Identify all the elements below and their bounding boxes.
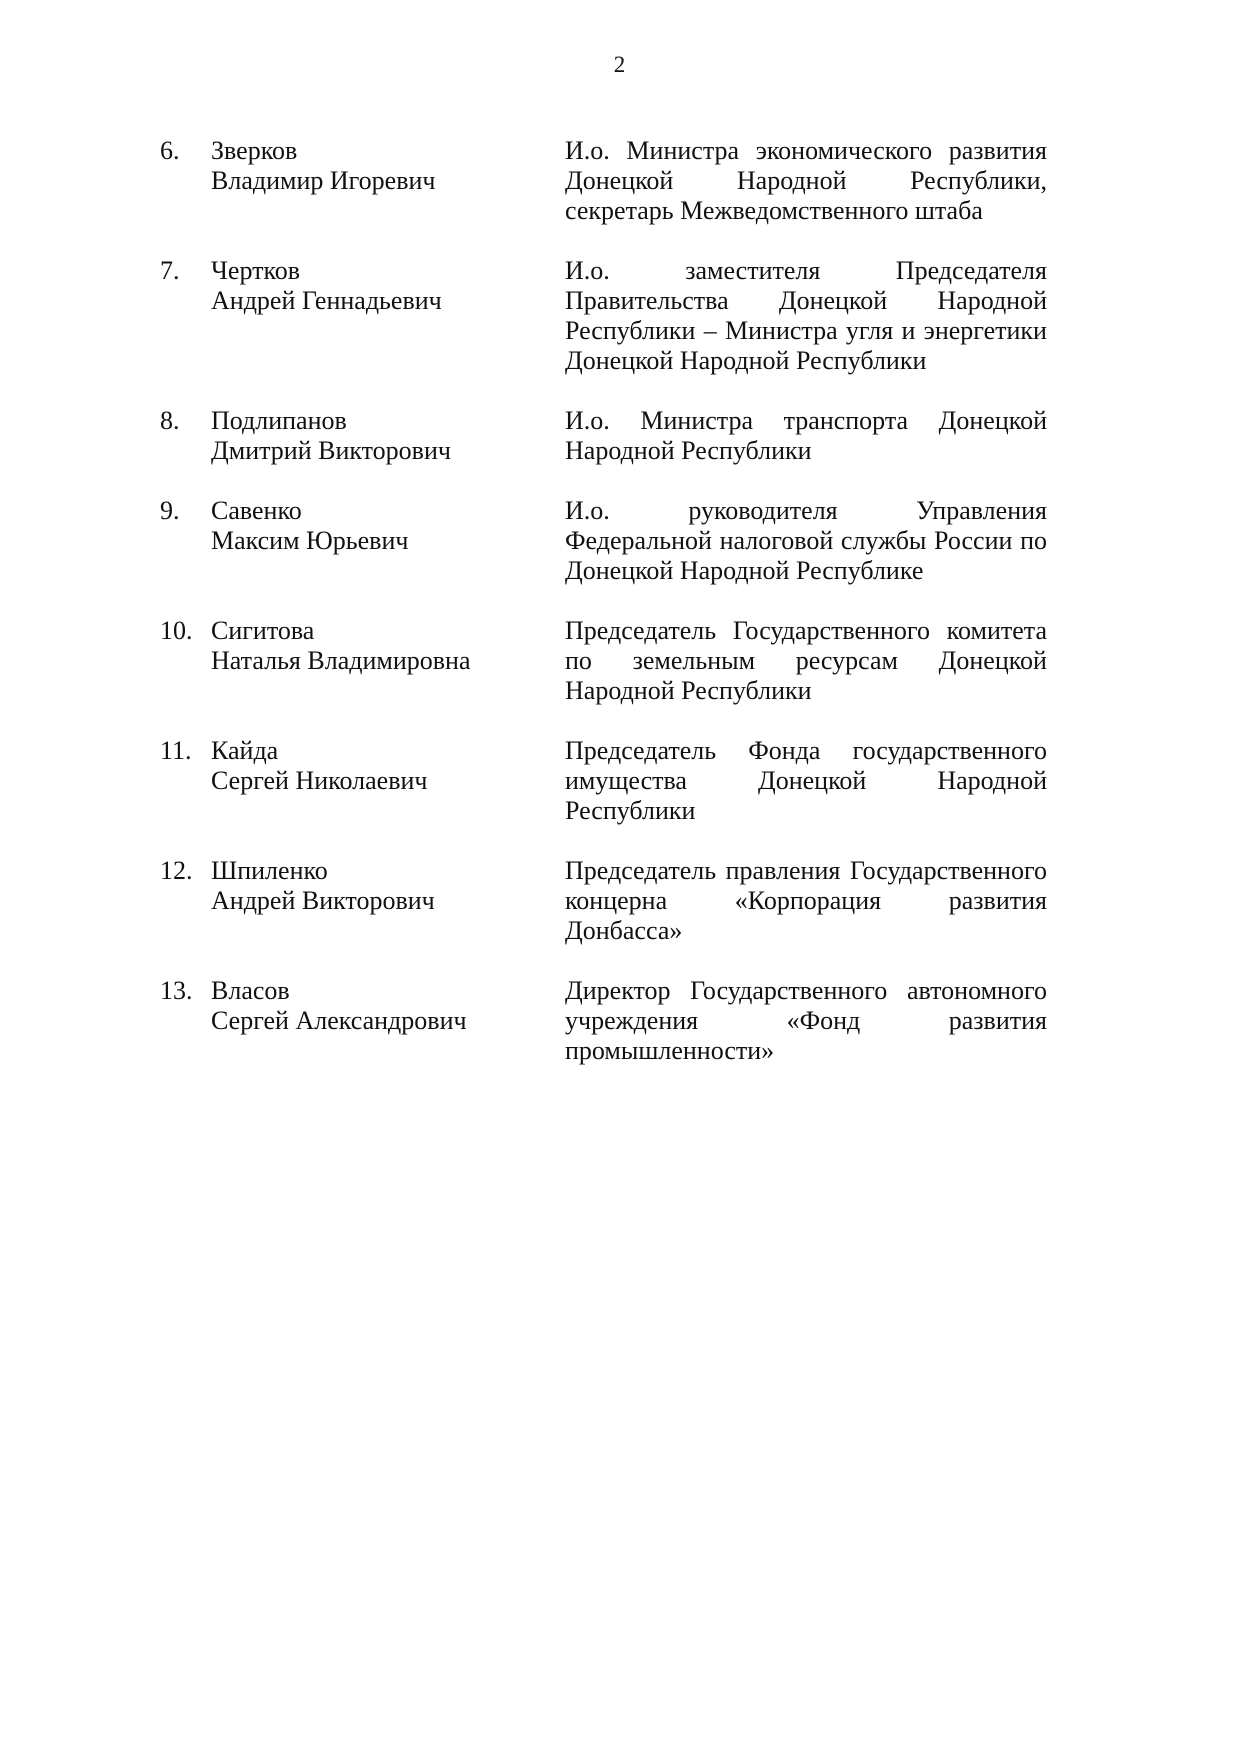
person-name bbox=[211, 406, 531, 466]
entry-number: 8. bbox=[160, 406, 180, 435]
surname: Чертков bbox=[211, 256, 301, 285]
word: Председатель bbox=[565, 736, 717, 765]
word: Федеральной bbox=[565, 526, 712, 555]
word: Правительства bbox=[565, 286, 729, 315]
word: Донецкой bbox=[938, 406, 1047, 435]
entry-number: 10. bbox=[160, 616, 193, 645]
given-names: Дмитрий Викторович bbox=[211, 436, 451, 465]
entry-number: 13. bbox=[160, 976, 193, 1005]
word: Государственного bbox=[849, 856, 1047, 885]
position-line bbox=[565, 286, 1047, 316]
word: по bbox=[565, 646, 592, 675]
position-line bbox=[565, 496, 1047, 526]
position-line bbox=[565, 886, 1047, 916]
person-name bbox=[211, 256, 531, 316]
position-line bbox=[565, 736, 1047, 766]
word: руководителя bbox=[688, 496, 838, 525]
word: Государственного bbox=[690, 976, 888, 1005]
position-line bbox=[565, 256, 1047, 286]
word: транспорта bbox=[783, 406, 909, 435]
list-item bbox=[0, 496, 1239, 586]
word: правления bbox=[725, 856, 841, 885]
surname: Сигитова bbox=[211, 616, 315, 645]
list-item bbox=[0, 976, 1239, 1066]
position-line bbox=[565, 646, 1047, 676]
list-item bbox=[0, 736, 1239, 826]
position-line bbox=[565, 766, 1047, 796]
position-line bbox=[565, 976, 1047, 1006]
position-line bbox=[565, 346, 1047, 376]
position-title bbox=[565, 976, 1047, 1066]
word: Министра bbox=[640, 406, 753, 435]
position-title bbox=[565, 496, 1047, 586]
list-item bbox=[0, 136, 1239, 226]
entry-number: 12. bbox=[160, 856, 193, 885]
surname: Савенко bbox=[211, 496, 302, 525]
word: экономического bbox=[755, 136, 933, 165]
word: государственного bbox=[852, 736, 1047, 765]
given-names: Максим Юрьевич bbox=[211, 526, 409, 555]
position-line bbox=[565, 526, 1047, 556]
word: развития bbox=[948, 1006, 1047, 1035]
word: по bbox=[1020, 526, 1047, 555]
position-line bbox=[565, 406, 1047, 436]
word: службы bbox=[840, 526, 927, 555]
position-line bbox=[565, 616, 1047, 646]
word: ресурсам bbox=[795, 646, 898, 675]
given-names: Сергей Николаевич bbox=[211, 766, 428, 795]
given-names: Андрей Геннадьевич bbox=[211, 286, 442, 315]
list-item bbox=[0, 406, 1239, 466]
word: Народной bbox=[736, 166, 847, 195]
word: И.о. bbox=[565, 496, 610, 525]
word: угля bbox=[845, 316, 894, 345]
given-names: Сергей Александрович bbox=[211, 1006, 467, 1035]
word: комитета bbox=[946, 616, 1047, 645]
page-number: 2 bbox=[613, 52, 626, 77]
person-name bbox=[211, 736, 531, 796]
word: Директор bbox=[565, 976, 671, 1005]
entry-number: 11. bbox=[160, 736, 192, 765]
word: налоговой bbox=[719, 526, 834, 555]
surname: Власов bbox=[211, 976, 290, 1005]
word: концерна bbox=[565, 886, 668, 915]
surname: Подлипанов bbox=[211, 406, 347, 435]
position-line bbox=[565, 196, 1047, 226]
word: И.о. bbox=[565, 136, 610, 165]
position-title bbox=[565, 256, 1047, 376]
word: Донецкой Народной Республике bbox=[565, 556, 924, 585]
word: Фонда bbox=[748, 736, 821, 765]
position-title bbox=[565, 616, 1047, 706]
position-line bbox=[565, 136, 1047, 166]
word: учреждения bbox=[565, 1006, 699, 1035]
entry-number: 9. bbox=[160, 496, 180, 525]
position-line bbox=[565, 556, 1047, 586]
word: Народной Республики bbox=[565, 436, 812, 465]
word: энергетики bbox=[923, 316, 1047, 345]
word: – bbox=[703, 316, 717, 345]
position-line bbox=[565, 796, 1047, 826]
position-title bbox=[565, 736, 1047, 826]
word: Народной Республики bbox=[565, 676, 812, 705]
position-line bbox=[565, 1006, 1047, 1036]
given-names: Владимир Игоревич bbox=[211, 166, 436, 195]
entry-number: 7. bbox=[160, 256, 180, 285]
position-line bbox=[565, 436, 1047, 466]
list-item bbox=[0, 256, 1239, 376]
word: Донецкой bbox=[778, 286, 888, 315]
word: Государственного bbox=[732, 616, 930, 645]
position-line bbox=[565, 916, 1047, 946]
person-name bbox=[211, 496, 531, 556]
word: автономного bbox=[906, 976, 1047, 1005]
position-line bbox=[565, 316, 1047, 346]
word: Народной bbox=[937, 766, 1047, 795]
word: Управления bbox=[916, 496, 1047, 525]
word: Председателя bbox=[895, 256, 1047, 285]
word: Министра bbox=[626, 136, 740, 165]
position-title bbox=[565, 406, 1047, 466]
person-name bbox=[211, 616, 531, 676]
position-title bbox=[565, 856, 1047, 946]
position-title bbox=[565, 136, 1047, 226]
word: «Корпорация bbox=[734, 886, 882, 915]
word: И.о. bbox=[565, 406, 610, 435]
position-line bbox=[565, 1036, 1047, 1066]
word: промышленности» bbox=[565, 1036, 775, 1065]
word: земельным bbox=[632, 646, 756, 675]
position-line bbox=[565, 676, 1047, 706]
member-list bbox=[0, 136, 1239, 1096]
position-line bbox=[565, 856, 1047, 886]
word: И.о. bbox=[565, 256, 610, 285]
person-name bbox=[211, 976, 531, 1036]
word: Донецкой Народной Республики bbox=[565, 346, 927, 375]
word: Донецкой bbox=[938, 646, 1047, 675]
word: «Фонд bbox=[786, 1006, 861, 1035]
list-item bbox=[0, 856, 1239, 946]
list-item bbox=[0, 616, 1239, 706]
word: Донецкой bbox=[757, 766, 867, 795]
word: Министра bbox=[725, 316, 838, 345]
word: Председатель bbox=[565, 616, 717, 645]
person-name bbox=[211, 856, 531, 916]
word: Донбасса» bbox=[565, 916, 683, 945]
word: имущества bbox=[565, 766, 687, 795]
word: Республики bbox=[565, 796, 696, 825]
word: России bbox=[934, 526, 1013, 555]
surname: Шпиленко bbox=[211, 856, 328, 885]
word: Республики, bbox=[910, 166, 1047, 195]
word: и bbox=[901, 316, 916, 345]
entry-number: 6. bbox=[160, 136, 180, 165]
surname: Зверков bbox=[211, 136, 298, 165]
given-names: Наталья Владимировна bbox=[211, 646, 471, 675]
word: Республики bbox=[565, 316, 696, 345]
word: заместителя bbox=[685, 256, 821, 285]
person-name bbox=[211, 136, 531, 196]
word: Донецкой bbox=[565, 166, 674, 195]
word: секретарь Межведомственного штаба bbox=[565, 196, 983, 225]
word: развития bbox=[948, 886, 1047, 915]
given-names: Андрей Викторович bbox=[211, 886, 435, 915]
position-line bbox=[565, 166, 1047, 196]
word: Председатель bbox=[565, 856, 717, 885]
word: Народной bbox=[937, 286, 1047, 315]
surname: Кайда bbox=[211, 736, 279, 765]
word: развития bbox=[948, 136, 1047, 165]
